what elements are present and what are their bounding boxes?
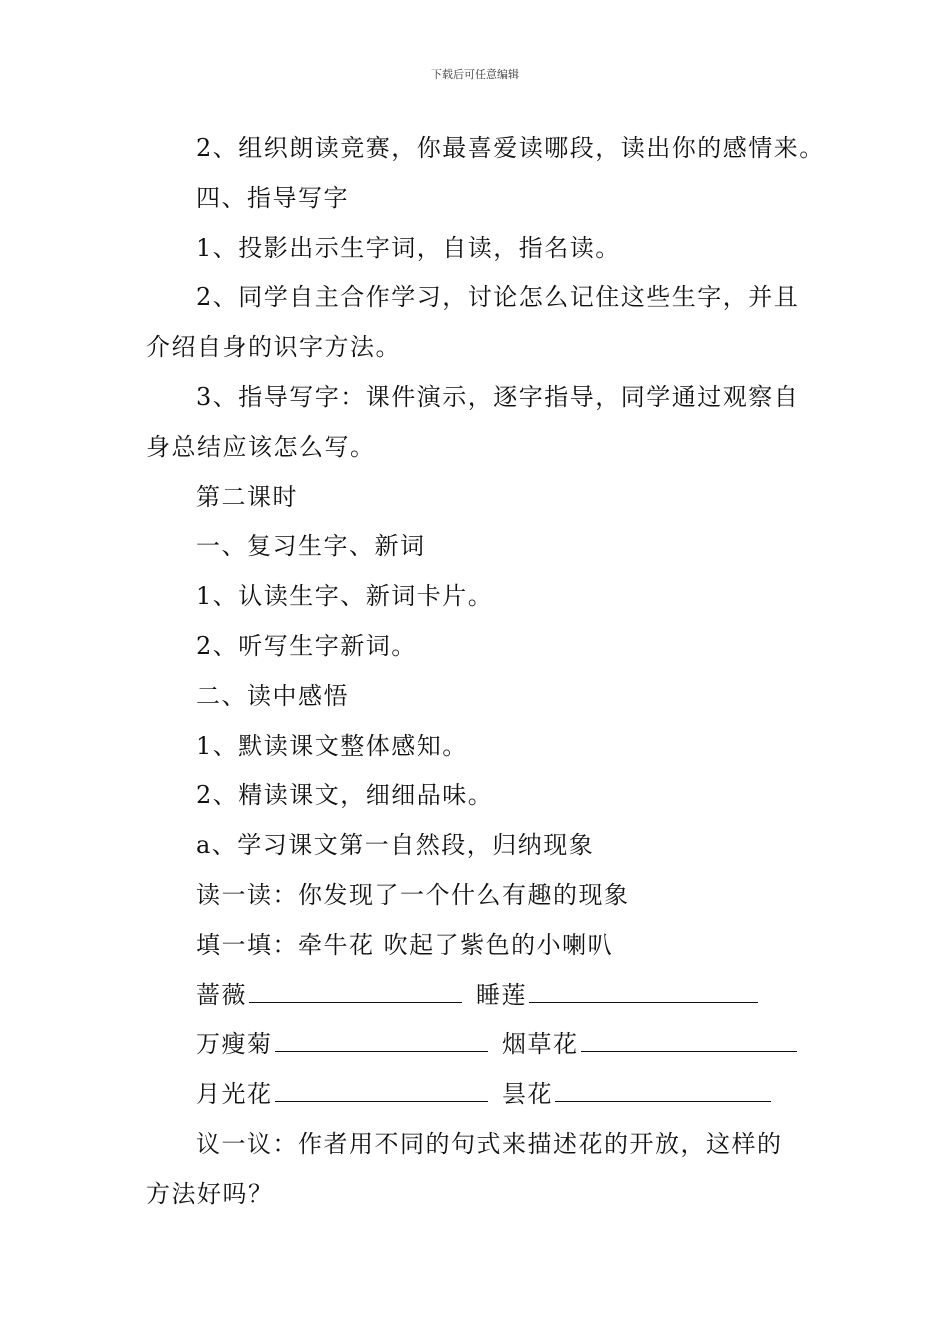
paragraph-first-section: a、学习课文第一自然段，归纳现象	[196, 831, 595, 860]
paragraph-read-cards: 1、认读生字、新词卡片。	[196, 582, 494, 611]
fill-pair-right	[502, 1070, 771, 1120]
fill-blank	[249, 980, 462, 1003]
fill-blank	[581, 1029, 797, 1052]
heading-second-lesson: 第二课时	[196, 482, 298, 511]
fill-label: 睡莲	[476, 980, 527, 1009]
paragraph-discussion: 议一议：作者用不同的句式来描述花的开放，这样的	[196, 1129, 783, 1158]
heading-writing-guidance: 四、指导写字	[196, 183, 349, 212]
paragraph-writing-demo-cont: 身总结应该怎么写。	[146, 432, 376, 461]
paragraph-writing-demo: 3、指导写字：课件演示，逐字指导，同学通过观察自	[196, 382, 800, 411]
paragraph-dictation: 2、听写生字新词。	[196, 631, 417, 660]
paragraph-fill-in: 填一填：牵牛花 吹起了紫色的小喇叭	[196, 930, 614, 959]
paragraph-close-reading: 2、精读课文，细细品味。	[196, 781, 494, 810]
paragraph-cooperative-learning: 2、同学自主合作学习，讨论怎么记住这些生字，并且	[196, 283, 800, 312]
fill-blank	[555, 1079, 771, 1102]
document-body	[146, 124, 825, 1220]
paragraph-read-aloud: 读一读：你发现了一个什么有趣的现象	[196, 880, 630, 909]
fill-row	[146, 1020, 811, 1070]
heading-reading-insight: 二、读中感悟	[196, 681, 349, 710]
fill-pair-right	[502, 1020, 797, 1070]
paragraph-show-characters: 1、投影出示生字词，自读，指名读。	[196, 233, 621, 262]
fill-label: 烟草花	[502, 1030, 579, 1059]
fill-label: 昙花	[502, 1080, 553, 1109]
heading-review: 一、复习生字、新词	[196, 532, 426, 561]
fill-blank	[529, 980, 758, 1003]
fill-row	[146, 971, 811, 1021]
fill-label: 月光花	[196, 1080, 273, 1109]
fill-pair-right	[476, 971, 758, 1021]
paragraph-reading-contest: 2、组织朗读竞赛，你最喜爱读哪段，读出你的感情来。	[196, 134, 825, 162]
paragraph-discussion-cont: 方法好吗？	[146, 1179, 274, 1208]
fill-label: 万瘦菊	[196, 1030, 273, 1059]
paragraph-cooperative-learning-cont: 介绍自身的识字方法。	[146, 333, 401, 362]
paragraph-silent-reading: 1、默读课文整体感知。	[196, 731, 468, 760]
fill-blank	[275, 1029, 488, 1052]
page-header: 下载后可任意编辑	[431, 68, 519, 81]
fill-row	[146, 1070, 811, 1120]
fill-label: 蔷薇	[196, 980, 247, 1009]
fill-blank	[275, 1079, 488, 1102]
